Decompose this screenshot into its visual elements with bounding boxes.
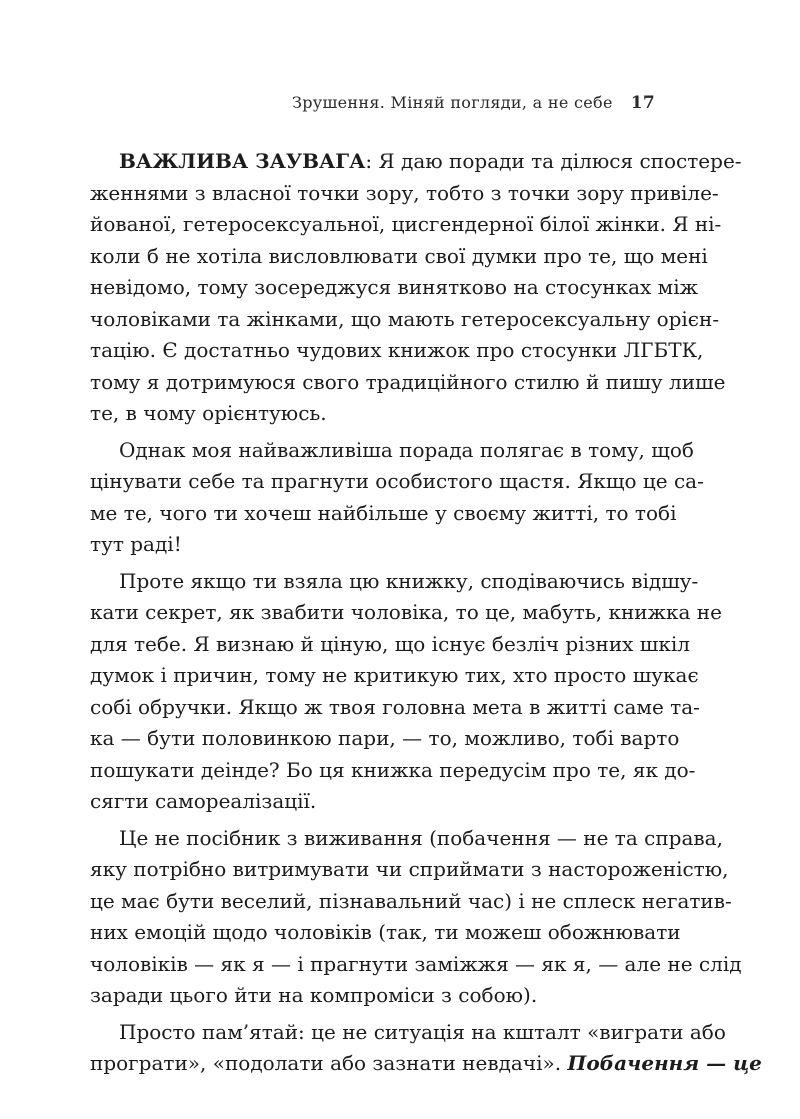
- page-number: 17: [630, 93, 655, 113]
- text-line: коли б не хотіла висловлювати свої думки про те, що мені: [90, 243, 708, 268]
- text-line: Однак моя найважливіша порада полягає в тому, щоб: [119, 437, 694, 462]
- important-note-label: ВАЖЛИВА ЗАУВАГА: [119, 149, 366, 173]
- text-line: собі обручки. Якщо ж твоя головна мета в житті саме та-: [90, 694, 700, 719]
- text-line: цінувати себе та прагнути особистого щастя. Якщо це са-: [90, 469, 704, 493]
- text-line: сягти самореалізації.: [90, 789, 317, 813]
- text-line: женнями з власної точки зору, тобто з точки зору привіле-: [90, 180, 719, 205]
- text-line: програти», «подолати або зазнати невдачі». Побачення — це: [90, 1051, 762, 1075]
- paragraph: [90, 566, 722, 818]
- paragraph: [90, 146, 742, 430]
- text-line: невідомо, тому зосереджуся винятково на стосунках між: [90, 275, 698, 299]
- text-line: для тебе. Я визнаю й ціную, що існує безліч різних шкіл: [90, 631, 690, 656]
- paragraph: [90, 1017, 762, 1080]
- paragraph: [90, 435, 704, 561]
- text-line: Це не посібник з виживання (побачення — не та справа,: [119, 825, 723, 850]
- paragraph: [90, 823, 742, 1012]
- text-line: тому я дотримуюся свого традиційного стилю й пишу лише: [90, 369, 726, 394]
- emphasis-text: Побачення — це: [567, 1051, 762, 1075]
- text-line: тацію. Є достатньо чудових книжок про стосунки ЛГБТК,: [90, 338, 704, 362]
- body-text: [90, 146, 762, 1080]
- text-line: ВАЖЛИВА ЗАУВАГА: Я даю поради та ділюся спостере-: [119, 149, 742, 173]
- running-header: [292, 93, 655, 113]
- text-line: те, в чому орієнтуюсь.: [90, 401, 327, 425]
- text-line: Просто пам’ятай: це не ситуація на кшталт «виграти або: [119, 1019, 726, 1044]
- text-line: ме те, чого ти хочеш найбільше у своєму житті, то тобі: [90, 500, 677, 525]
- text-line: кати секрет, як звабити чоловіка, то це, мабуть, книжка не: [90, 600, 722, 624]
- text-line: чоловіками та жінками, що мають гетеросексуальну орієн-: [90, 306, 720, 331]
- text-line: думок і причин, тому не критикую тих, хто просто шукає: [90, 663, 699, 687]
- text-line: йованої, гетеросексуальної, цисгендерної білої жінки. Я ні-: [90, 212, 722, 236]
- text-line: це має бути веселий, пізнавальний час) і не сплеск негатив-: [90, 888, 732, 913]
- text-line: заради цього йти на компроміси з собою).: [90, 983, 538, 1007]
- text-line: пошукати деінде? Бо ця книжка передусім про те, як до-: [90, 757, 696, 782]
- text-line: яку потрібно витримувати чи сприймати з настороженістю,: [90, 857, 729, 881]
- text-line: них емоцій щодо чоловіків (так, ти можеш обожнювати: [90, 920, 681, 944]
- text-line: чоловіків — як я — і прагнути заміжжя — як я, — але не слід: [90, 951, 742, 976]
- text-line: Проте якщо ти взяла цю книжку, сподіваючись відшу-: [119, 568, 699, 593]
- running-title: Зрушення. Міняй погляди, а не себе: [291, 93, 613, 112]
- text-line: тут раді!: [90, 532, 182, 556]
- text-line: ка — бути половинкою пари, — то, можливо, тобі варто: [90, 726, 680, 750]
